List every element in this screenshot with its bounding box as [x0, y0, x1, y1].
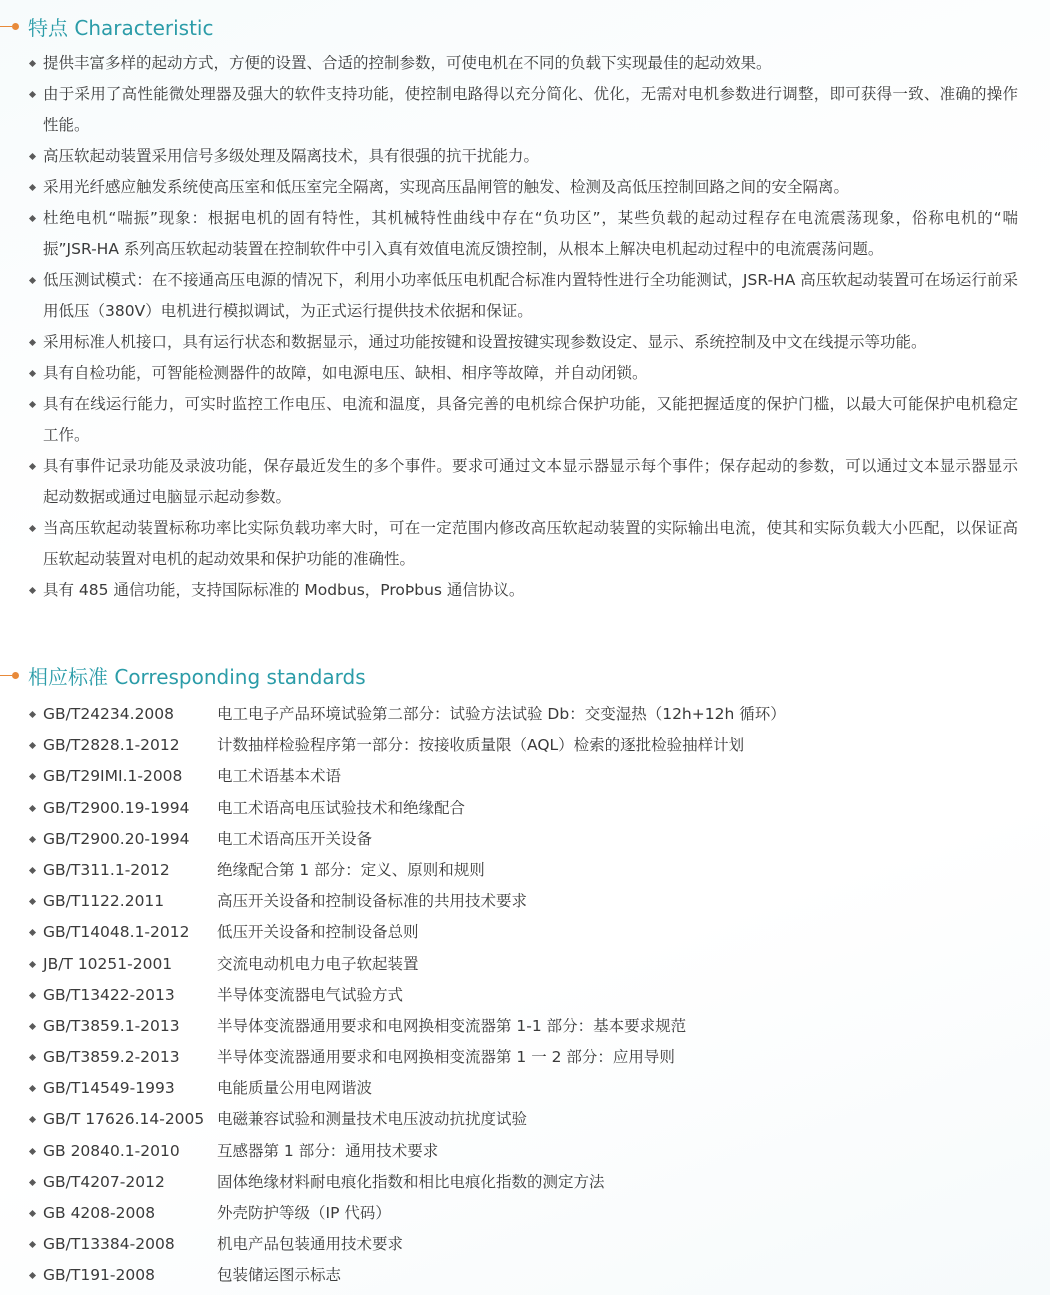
- characteristic-heading-text: 特点 Characteristic: [28, 15, 214, 40]
- list-item: [0, 203, 1034, 265]
- standard-code: GB/T14048.1-2012: [43, 923, 190, 942]
- standard-code: GB 4208-2008: [43, 1204, 156, 1222]
- standard-title: 电工电子产品环境试验第二部分：试验方法试验 Db：交变湿热（12h+12h 循环）: [217, 705, 786, 723]
- standard-code: GB/T2828.1-2012: [43, 736, 180, 755]
- standard-title: 固体绝缘材料耐电痕化指数和相比电痕化指数的测定方法: [217, 1172, 605, 1191]
- list-item: [0, 141, 1034, 172]
- list-item: [0, 265, 1034, 327]
- standard-title: 电能质量公用电网谐波: [217, 1079, 373, 1098]
- standard-code: GB/T2900.20-1994: [43, 829, 190, 848]
- diamond-bullet-icon: [29, 370, 36, 377]
- diamond-bullet-icon: [29, 339, 36, 346]
- diamond-bullet-icon: [29, 153, 36, 160]
- list-item: [0, 513, 1034, 575]
- diamond-bullet-icon: [29, 215, 36, 222]
- list-item: [0, 172, 1034, 203]
- standard-title: 电工术语高压开关设备: [217, 829, 373, 848]
- diamond-bullet-icon: [29, 184, 36, 191]
- list-item: [0, 358, 1034, 389]
- list-item-text: 具有在线运行能力，可实时监控工作电压、电流和温度，具备完善的电机综合保护功能，又能把握适度的保护门槛，以最大可能保护电机稳定工作。: [43, 395, 1018, 444]
- standard-title: 电工术语高电压试验技术和绝缘配合: [217, 798, 466, 817]
- list-item-text: 具有事件记录功能及录波功能，保存最近发生的多个事件。要求可通过文本显示器显示每个事件；保存起动的参数，可以通过文本显示器显示起动数据或通过电脑显示起动参数。: [43, 457, 1018, 506]
- list-item: [0, 327, 1034, 358]
- standards-heading: [0, 659, 1050, 691]
- standard-title: 半导体变流器通用要求和电网换相变流器第 1 一 2 部分：应用导则: [217, 1048, 675, 1067]
- characteristic-section: [0, 10, 1050, 599]
- diamond-bullet-icon: [29, 401, 36, 408]
- list-item: [0, 79, 1034, 141]
- characteristic-heading: [0, 10, 1050, 42]
- standard-title: 包装储运图示标志: [217, 1266, 342, 1285]
- standard-code: GB/T4207-2012: [43, 1172, 165, 1191]
- standard-code: GB/T14549-1993: [43, 1079, 175, 1098]
- standard-code: GB/T24234.2008: [43, 705, 175, 723]
- standards-section: [0, 659, 1050, 1285]
- standard-code: GB/T13422-2013: [43, 985, 175, 1004]
- list-item-text: 具有自检功能，可智能检测器件的故障，如电源电压、缺相、相序等故障，并自动闭锁。: [43, 364, 648, 382]
- standard-title: 外壳防护等级（IP 代码）: [217, 1204, 391, 1222]
- list-item-text: 由于采用了高性能微处理器及强大的软件支持功能，使控制电路得以充分简化、优化，无需对电机参数进行调整，即可获得一致、准确的操作性能。: [43, 85, 1018, 134]
- standard-code: GB/T191-2008: [43, 1266, 155, 1285]
- heading-line-decoration: [0, 675, 12, 676]
- standard-code: JB/T 10251-2001: [43, 954, 173, 973]
- standard-title: 交流电动机电力电子软起装置: [217, 954, 419, 973]
- list-item-text: 采用标准人机接口，具有运行状态和数据显示，通过功能按键和设置按键实现参数设定、显示、系统控制及中文在线提示等功能。: [43, 333, 927, 351]
- heading-dot-icon: [12, 23, 19, 30]
- standard-title: 低压开关设备和控制设备总则: [217, 923, 419, 942]
- standard-code: GB/T3859.1-2013: [43, 1016, 180, 1035]
- standard-title: 计数抽样检验程序第一部分：按接收质量限（AQL）检索的逐批检验抽样计划: [217, 736, 745, 755]
- standard-title: 机电产品包装通用技术要求: [217, 1235, 404, 1254]
- diamond-bullet-icon: [29, 277, 36, 284]
- heading-dot-icon: [12, 672, 19, 679]
- standard-code: GB/T 17626.14-2005: [43, 1110, 205, 1129]
- standard-code: GB/T2900.19-1994: [43, 798, 190, 817]
- list-item-text: 杜绝电机“喘振”现象：根据电机的固有特性，其机械特性曲线中存在“负功区”，某些负载的起动过程存在电流震荡现象，俗称电机的“喘振”JSR-HA 系列高压软起动装置在控制软件中引入真有效值电流反馈控制，从根本上解决电机起动过程中的电流震荡问题。: [43, 209, 1018, 258]
- standard-code: GB/T29IMI.1-2008: [43, 767, 183, 786]
- diamond-bullet-icon: [29, 91, 36, 98]
- standard-title: 半导体变流器通用要求和电网换相变流器第 1-1 部分：基本要求规范: [217, 1016, 687, 1035]
- list-item-text: 采用光纤感应触发系统使高压室和低压室完全隔离，实现高压晶闸管的触发、检测及高低压控制回路之间的安全隔离。: [43, 178, 850, 196]
- standard-title: 高压开关设备和控制设备标准的共用技术要求: [217, 892, 528, 911]
- standard-code: GB/T1122.2011: [43, 892, 165, 911]
- list-item: [0, 48, 1034, 79]
- list-item-text: 低压测试模式：在不接通高压电源的情况下，利用小功率低压电机配合标准内置特性进行全功能测试，JSR-HA 高压软起动装置可在场运行前采用低压（380V）电机进行模拟调试，为正式运行提供技术依据和保证。: [43, 271, 1018, 320]
- standard-title: 互感器第 1 部分：通用技术要求: [217, 1141, 439, 1160]
- diamond-bullet-icon: [29, 525, 36, 532]
- diamond-bullet-icon: [29, 463, 36, 470]
- standard-title: 电工术语基本术语: [217, 767, 342, 786]
- standard-code: GB/T13384-2008: [43, 1235, 175, 1254]
- standard-code: GB/T3859.2-2013: [43, 1048, 180, 1067]
- standard-title: 绝缘配合第 1 部分：定义、原则和规则: [217, 860, 485, 879]
- list-item-text: 当高压软起动装置标称功率比实际负载功率大时，可在一定范围内修改高压软起动装置的实际输出电流，使其和实际负载大小匹配，以保证高压软起动装置对电机的起动效果和保护功能的准确性。: [43, 519, 1018, 568]
- standard-title: 半导体变流器电气试验方式: [217, 985, 404, 1004]
- diamond-bullet-icon: [29, 60, 36, 67]
- list-item-text: 高压软起动装置采用信号多级处理及隔离技术，具有很强的抗干扰能力。: [43, 147, 540, 165]
- list-item: [0, 389, 1034, 451]
- standard-code: GB 20840.1-2010: [43, 1141, 180, 1160]
- list-item-text: 具有 485 通信功能，支持国际标准的 Modbus，ProÞbus 通信协议。: [43, 581, 525, 599]
- heading-line-decoration: [0, 26, 12, 27]
- diamond-bullet-icon: [29, 587, 36, 594]
- standard-title: 电磁兼容试验和测量技术电压波动抗扰度试验: [217, 1110, 528, 1129]
- characteristic-list: [0, 48, 1034, 606]
- list-item-text: 提供丰富多样的起动方式，方便的设置、合适的控制参数，可使电机在不同的负载下实现最佳的起动效果。: [43, 54, 772, 72]
- list-item: [0, 451, 1034, 513]
- list-item: [0, 575, 1034, 606]
- standards-heading-text: 相应标准 Corresponding standards: [28, 664, 366, 689]
- standard-code: GB/T311.1-2012: [43, 860, 170, 879]
